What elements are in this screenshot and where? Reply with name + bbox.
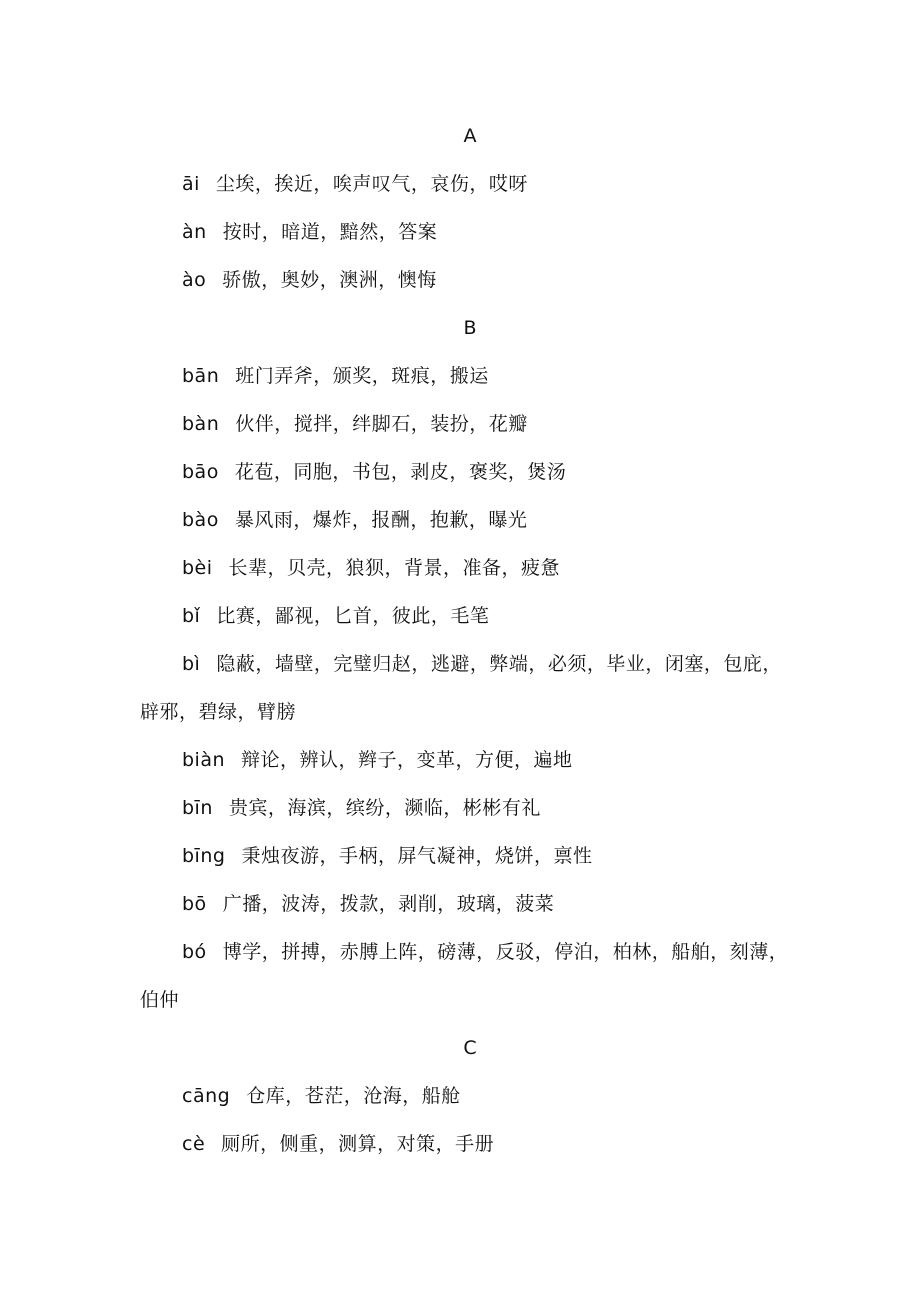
entry-ao xyxy=(140,256,800,304)
pinyin: bì xyxy=(182,653,201,675)
words: 长辈，贝壳，狼狈，背景，准备，疲惫 xyxy=(228,557,561,579)
words: 仓库，苍茫，沧海，船舱 xyxy=(246,1085,461,1107)
entry-bao1 xyxy=(140,448,800,496)
pinyin: àn xyxy=(182,221,207,243)
pinyin: bào xyxy=(182,509,219,531)
pinyin: bǐ xyxy=(182,605,201,627)
words: 尘埃，挨近，唉声叹气，哀伤，哎呀 xyxy=(215,173,528,195)
vocabulary-list xyxy=(140,112,800,1168)
words: 广播，波涛，拨款，剥削，玻璃，菠菜 xyxy=(222,893,555,915)
entry-ai xyxy=(140,160,800,208)
pinyin: biàn xyxy=(182,749,226,771)
entry-ce xyxy=(140,1120,800,1168)
words: 骄傲，奥妙，澳洲，懊悔 xyxy=(222,269,437,291)
words: 贵宾，海滨，缤纷，濒临，彬彬有礼 xyxy=(228,797,541,819)
pinyin: bīn xyxy=(182,797,213,819)
pinyin: cè xyxy=(182,1133,206,1155)
pinyin: bàn xyxy=(182,413,220,435)
words: 厕所，侧重，测算，对策，手册 xyxy=(221,1133,495,1155)
entry-bao4 xyxy=(140,496,800,544)
pinyin: bīng xyxy=(182,845,226,867)
words: 秉烛夜游，手柄，屏气凝神，烧饼，禀性 xyxy=(241,845,593,867)
words: 花苞，同胞，书包，剥皮，褒奖，煲汤 xyxy=(234,461,567,483)
pinyin: bó xyxy=(182,941,207,963)
words: 比赛，鄙视，匕首，彼此，毛笔 xyxy=(216,605,490,627)
entry-an xyxy=(140,208,800,256)
entry-cang xyxy=(140,1072,800,1120)
entry-bin xyxy=(140,784,800,832)
section-letter-c: C xyxy=(463,1037,477,1059)
pinyin: cāng xyxy=(182,1085,231,1107)
section-letter-a: A xyxy=(463,125,477,147)
entry-bei xyxy=(140,544,800,592)
words: 辩论，辨认，辫子，变革，方便，遍地 xyxy=(241,749,573,771)
words: 隐蔽，墙壁，完璧归赵，逃避，弊端，必须，毕业，闭塞，包庇，辟邪，碧绿，臂膀 xyxy=(140,653,782,723)
words: 博学，拼搏，赤膊上阵，磅薄，反驳，停泊，柏林，船舶，刻薄，伯仲 xyxy=(140,941,789,1011)
pinyin: bō xyxy=(182,893,207,915)
entry-ban4 xyxy=(140,400,800,448)
pinyin: āi xyxy=(182,173,200,195)
entry-bi3 xyxy=(140,592,800,640)
entry-bo1 xyxy=(140,880,800,928)
entry-bian xyxy=(140,736,800,784)
entry-ban1 xyxy=(140,352,800,400)
entry-bi4 xyxy=(140,640,800,736)
words: 伙伴，搅拌，绊脚石，装扮，花瓣 xyxy=(235,413,528,435)
words: 按时，暗道，黯然，答案 xyxy=(222,221,438,243)
words: 暴风雨，爆炸，报酬，抱歉，曝光 xyxy=(234,509,528,531)
section-letter-b: B xyxy=(463,317,477,339)
pinyin: ào xyxy=(182,269,207,291)
pinyin: bèi xyxy=(182,557,213,579)
entry-bo2 xyxy=(140,928,800,1024)
pinyin: bān xyxy=(182,365,220,387)
pinyin: bāo xyxy=(182,461,219,483)
words: 班门弄斧，颁奖，斑痕，搬运 xyxy=(235,365,489,387)
entry-bing xyxy=(140,832,800,880)
